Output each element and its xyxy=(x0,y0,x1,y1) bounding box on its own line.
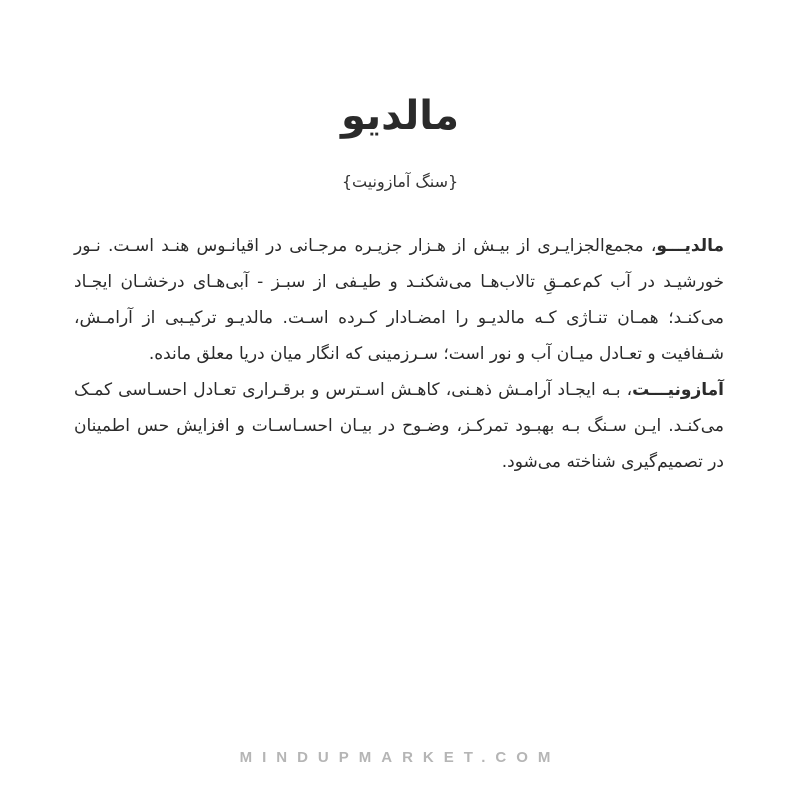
article-body xyxy=(74,228,724,480)
site-footer-url: MINDUPMARKET.COM xyxy=(239,749,561,766)
paragraph-maldives xyxy=(74,228,724,372)
paragraph-text-maldives: ، مجمع‌الجزایـری از بیـش از هـزار جزیـره مرجـانی در اقیانـوس هنـد اسـت. نـور خورشیـد در آب کم‌عمـقِ تالاب‌هـا می‌شکنـد و طیـفی از سبـز - آبی‌هـای درخشـان ایجـاد می‌کنـد؛ همـان تنـاژی کـه مالدیـو را امضـادار کـرده اسـت. مالدیـو ترکیـبی از آرامـش، شـفافیت و تعـادل میـان آب و نور است؛ سـرزمینی که انگار میان دریا معلق مانده. xyxy=(74,236,724,364)
page-subtitle: {سنگ آمازونیت} xyxy=(341,172,459,191)
paragraph-lead-amazonite: آمازونیـــت xyxy=(632,380,724,400)
paragraph-lead-maldives: مالدیـــو xyxy=(656,236,724,256)
page-title: مالدیو xyxy=(340,93,459,139)
paragraph-text-amazonite: ، بـه ایجـاد آرامـش ذهـنی، کاهـش اسـترس و برقـراری تعـادل احسـاسی کمـک می‌کنـد. ایـن سـنگ بـه بهبـود تمرکـز، وضـوح در بیـان احسـاسـات و افزایش حس اطمینان در تصمیم‌گیری شناخته می‌شود. xyxy=(74,380,724,472)
paragraph-amazonite xyxy=(74,372,724,480)
